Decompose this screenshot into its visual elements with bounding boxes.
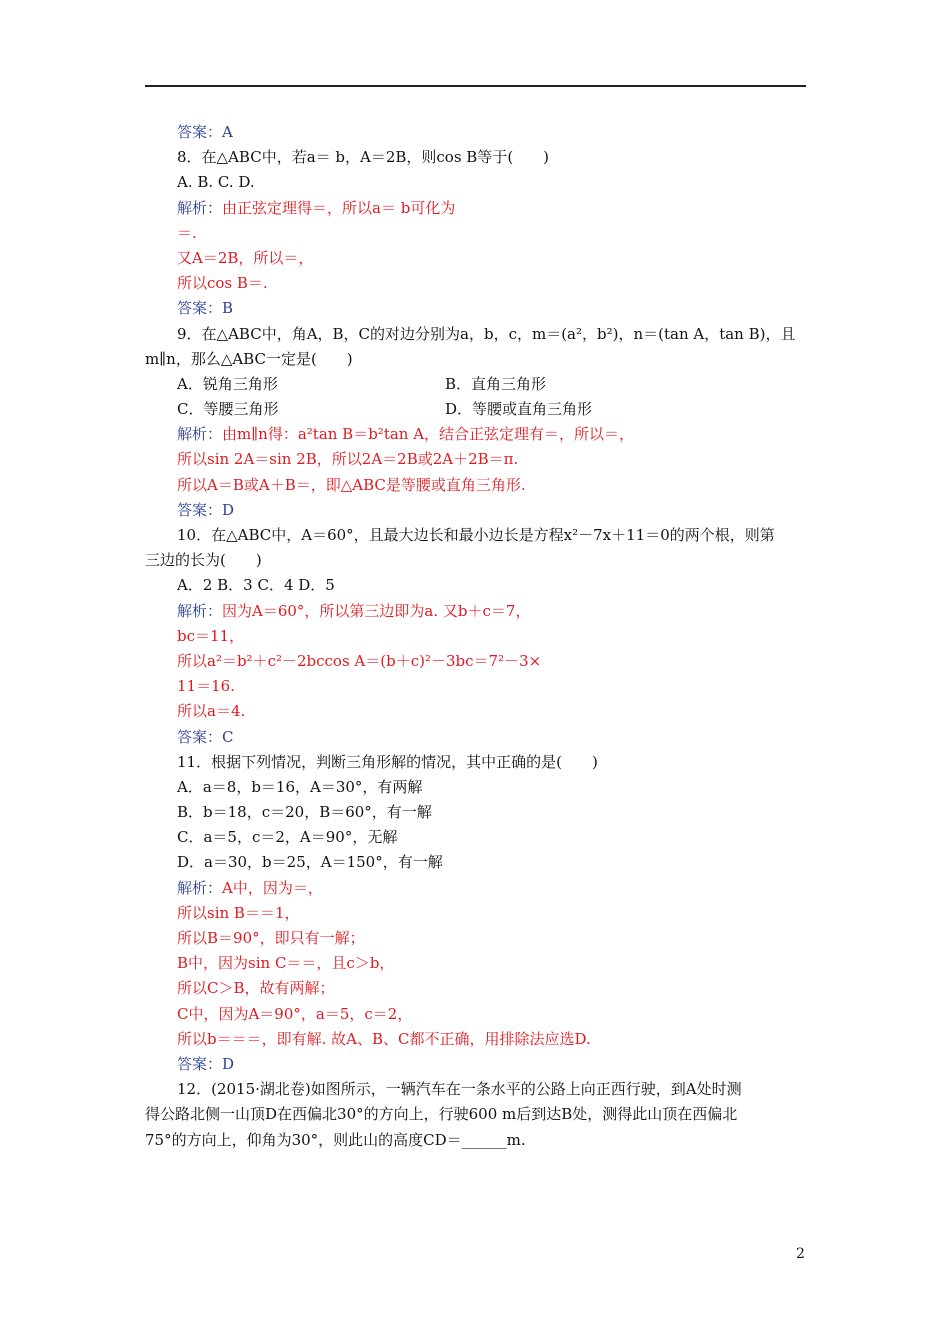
line-text: 所以sin 2A＝sin 2B，所以2A＝2B或2A＋2B＝π.	[177, 450, 519, 469]
line-text: A中，因为＝，	[222, 878, 323, 897]
line-text: A. B. C. D.	[177, 173, 255, 192]
analysis-line	[145, 473, 810, 498]
analysis-line	[145, 246, 810, 271]
analysis-label: 解析：	[177, 425, 223, 444]
question-line	[145, 347, 810, 372]
line-text: 由m∥n得：a²tan B＝b²tan A，结合正弦定理有＝，所以＝，	[222, 425, 635, 444]
analysis-line	[145, 951, 810, 976]
line-text: m∥n，那么△ABC一定是( )	[145, 349, 353, 368]
answer-line	[145, 120, 810, 145]
line-text: 11＝16.	[177, 677, 235, 696]
question-line	[145, 145, 810, 170]
question-line	[145, 170, 810, 195]
option-text: B．直角三角形	[445, 374, 547, 393]
answer-line	[145, 296, 810, 321]
line-text: 所以A＝B或A＋B＝，即△ABC是等腰或直角三角形.	[177, 475, 526, 494]
line-text: 12．(2015·湖北卷)如图所示，一辆汽车在一条水平的公路上向正西行驶，到A处时测	[177, 1080, 742, 1099]
analysis-label: 解析：	[177, 198, 223, 217]
option-text: A．锐角三角形	[177, 374, 278, 393]
option-row	[145, 372, 810, 397]
analysis-line	[145, 1002, 810, 1027]
option-text: C．等腰三角形	[177, 400, 279, 419]
question-line	[145, 322, 810, 347]
analysis-line	[145, 599, 810, 624]
line-text: 所以C＞B，故有两解；	[177, 979, 335, 998]
analysis-line	[145, 876, 810, 901]
line-text: 10．在△ABC中，A＝60°，且最大边长和最小边长是方程x²－7x＋11＝0的两个根，则第	[177, 526, 775, 544]
line-text: ＝.	[177, 223, 197, 242]
document-body	[145, 120, 810, 1153]
line-text: 答案：C	[177, 727, 234, 746]
question-line	[145, 1128, 810, 1153]
analysis-line	[145, 699, 810, 724]
analysis-line	[145, 674, 810, 699]
line-text: D．a＝30，b＝25，A＝150°，有一解	[177, 853, 443, 872]
question-line	[145, 523, 810, 548]
analysis-line	[145, 196, 810, 221]
line-text: bc＝11，	[177, 626, 245, 645]
line-text: 所以B＝90°，即只有一解；	[177, 929, 365, 947]
header-rule	[145, 85, 806, 87]
line-text: 三边的长为( )	[145, 551, 262, 570]
line-text: 得公路北侧一山顶D在西偏北30°的方向上，行驶600 m后到达B处，测得此山顶在西偏北	[145, 1105, 738, 1124]
analysis-line	[145, 221, 810, 246]
line-text: 所以sin B＝＝1，	[177, 903, 300, 922]
question-line	[145, 1077, 810, 1102]
question-line	[145, 850, 810, 875]
analysis-line	[145, 649, 810, 674]
question-line	[145, 548, 810, 573]
line-text: A．2 B．3 C．4 D．5	[177, 576, 335, 595]
analysis-line	[145, 976, 810, 1001]
question-line	[145, 800, 810, 825]
line-text: 答案：A	[177, 123, 233, 141]
line-text: B．b＝18，c＝20，B＝60°，有一解	[177, 803, 432, 822]
analysis-line	[145, 624, 810, 649]
line-text: 由正弦定理得＝，所以a＝ b可化为	[222, 198, 456, 217]
question-line	[145, 573, 810, 598]
line-text: 所以cos B＝.	[177, 274, 268, 293]
line-text: 所以a²＝b²＋c²－2bccos A＝(b＋c)²－3bc＝7²－3×	[177, 651, 542, 670]
answer-line	[145, 1052, 810, 1077]
answer-line	[145, 498, 810, 523]
analysis-line	[145, 422, 810, 447]
line-text: A．a＝8，b＝16，A＝30°，有两解	[177, 777, 423, 796]
line-text: 11．根据下列情况，判断三角形解的情况，其中正确的是( )	[177, 752, 598, 771]
line-text: 答案：B	[177, 299, 234, 318]
line-text: C．a＝5，c＝2，A＝90°，无解	[177, 828, 398, 847]
line-text: C中，因为A＝90°，a＝5，c＝2，	[177, 1004, 413, 1023]
analysis-line	[145, 901, 810, 926]
line-text: 又A＝2B，所以＝，	[177, 248, 314, 267]
line-text: 答案：D	[177, 500, 235, 519]
line-text: 所以a＝4.	[177, 702, 246, 721]
line-text: 75°的方向上，仰角为30°，则此山的高度CD＝______m.	[145, 1130, 526, 1149]
line-text: 所以b＝＝＝，即有解. 故A、B、C都不正确，用排除法应选D.	[177, 1029, 591, 1048]
line-text: 因为A＝60°，所以第三边即为a. 又b＋c＝7，	[222, 601, 531, 620]
analysis-label: 解析：	[177, 601, 223, 620]
answer-line	[145, 725, 810, 750]
line-text: 8．在△ABC中，若a＝ b，A＝2B，则cos B等于( )	[177, 148, 550, 167]
analysis-line	[145, 926, 810, 951]
analysis-line	[145, 447, 810, 472]
page-number: 2	[796, 1246, 805, 1262]
analysis-line	[145, 1027, 810, 1052]
analysis-label: 解析：	[177, 878, 223, 897]
question-line	[145, 1102, 810, 1127]
analysis-line	[145, 271, 810, 296]
line-text: B中，因为sin C＝＝，且c＞b，	[177, 954, 395, 973]
option-row	[145, 397, 810, 422]
line-text: 9．在△ABC中，角A，B，C的对边分别为a，b，c，m＝(a²，b²)，n＝(tan A，tan B)，且	[177, 324, 796, 343]
line-text: 答案：D	[177, 1054, 235, 1073]
question-line	[145, 825, 810, 850]
question-line	[145, 775, 810, 800]
question-line	[145, 750, 810, 775]
option-text: D．等腰或直角三角形	[445, 400, 593, 419]
